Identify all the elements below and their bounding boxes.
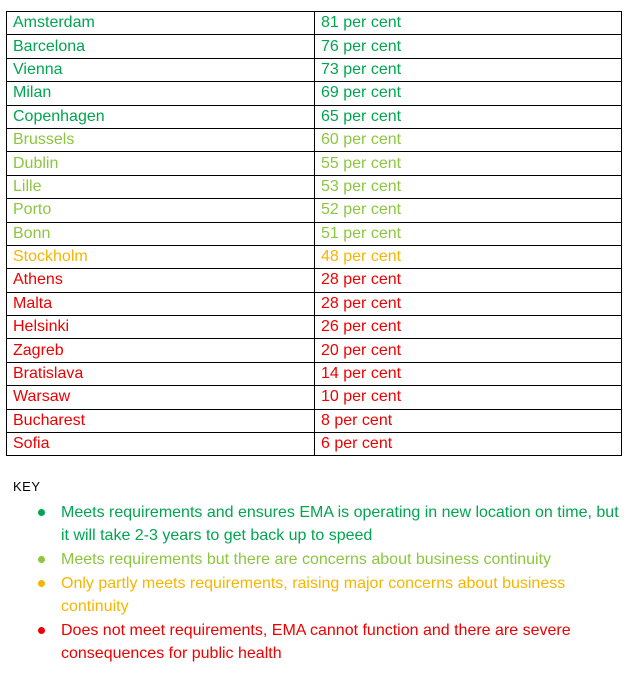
- table-body: [7, 12, 622, 456]
- key-section: [13, 479, 623, 666]
- table-row: [7, 175, 622, 198]
- city-name-cell: Stockholm: [7, 245, 315, 268]
- table-row: [7, 128, 622, 151]
- city-name-cell: Porto: [7, 199, 315, 222]
- score-cell: 53 per cent: [315, 175, 622, 198]
- key-item-text: Meets requirements and ensures EMA is operating in new location on time, but it will take 2-3 years to get back up to speed: [61, 504, 619, 544]
- key-item-amber: [13, 572, 621, 618]
- city-name-cell: Bonn: [7, 222, 315, 245]
- city-name-cell: Dublin: [7, 152, 315, 175]
- table-row: [7, 58, 622, 81]
- bullet-dot-icon: [38, 580, 45, 587]
- key-title: KEY: [13, 479, 41, 494]
- key-item-text: Meets requirements but there are concerns about business continuity: [61, 551, 552, 568]
- city-name-cell: Malta: [7, 292, 315, 315]
- score-cell: 10 per cent: [315, 386, 622, 409]
- city-name-cell: Lille: [7, 175, 315, 198]
- score-cell: 20 per cent: [315, 339, 622, 362]
- table-row: [7, 12, 622, 35]
- bullet-dot-icon: [38, 556, 45, 563]
- bullet-dot-icon: [38, 627, 45, 634]
- city-scores-table-container: [6, 11, 621, 456]
- city-name-cell: Vienna: [7, 58, 315, 81]
- score-cell: 73 per cent: [315, 58, 622, 81]
- table-row: [7, 222, 622, 245]
- table-row: [7, 362, 622, 385]
- score-cell: 6 per cent: [315, 433, 622, 456]
- table-row: [7, 292, 622, 315]
- table-row: [7, 245, 622, 268]
- table-row: [7, 152, 622, 175]
- table-row: [7, 105, 622, 128]
- score-cell: 65 per cent: [315, 105, 622, 128]
- score-cell: 8 per cent: [315, 409, 622, 432]
- city-scores-table: [6, 11, 622, 456]
- city-name-cell: Copenhagen: [7, 105, 315, 128]
- score-cell: 48 per cent: [315, 245, 622, 268]
- table-row: [7, 199, 622, 222]
- table-row: [7, 35, 622, 58]
- table-row: [7, 82, 622, 105]
- score-cell: 69 per cent: [315, 82, 622, 105]
- score-cell: 60 per cent: [315, 128, 622, 151]
- bullet-dot-icon: [38, 509, 45, 516]
- table-row: [7, 316, 622, 339]
- city-name-cell: Brussels: [7, 128, 315, 151]
- city-name-cell: Barcelona: [7, 35, 315, 58]
- key-item-red: [13, 619, 621, 665]
- city-name-cell: Zagreb: [7, 339, 315, 362]
- score-cell: 26 per cent: [315, 316, 622, 339]
- city-name-cell: Amsterdam: [7, 12, 315, 35]
- table-row: [7, 269, 622, 292]
- city-name-cell: Warsaw: [7, 386, 315, 409]
- city-name-cell: Sofia: [7, 433, 315, 456]
- score-cell: 14 per cent: [315, 362, 622, 385]
- table-row: [7, 339, 622, 362]
- key-item-text: Does not meet requirements, EMA cannot function and there are severe consequences for public health: [61, 622, 571, 662]
- key-list: [13, 501, 623, 665]
- score-cell: 55 per cent: [315, 152, 622, 175]
- city-name-cell: Bratislava: [7, 362, 315, 385]
- score-cell: 76 per cent: [315, 35, 622, 58]
- score-cell: 51 per cent: [315, 222, 622, 245]
- key-item-light-green: [13, 548, 621, 571]
- score-cell: 52 per cent: [315, 199, 622, 222]
- score-cell: 28 per cent: [315, 269, 622, 292]
- city-name-cell: Bucharest: [7, 409, 315, 432]
- table-row: [7, 433, 622, 456]
- table-row: [7, 409, 622, 432]
- key-item-green: [13, 501, 621, 547]
- score-cell: 28 per cent: [315, 292, 622, 315]
- city-name-cell: Athens: [7, 269, 315, 292]
- key-item-text: Only partly meets requirements, raising major concerns about business continuity: [61, 575, 566, 615]
- city-name-cell: Helsinki: [7, 316, 315, 339]
- score-cell: 81 per cent: [315, 12, 622, 35]
- city-name-cell: Milan: [7, 82, 315, 105]
- table-row: [7, 386, 622, 409]
